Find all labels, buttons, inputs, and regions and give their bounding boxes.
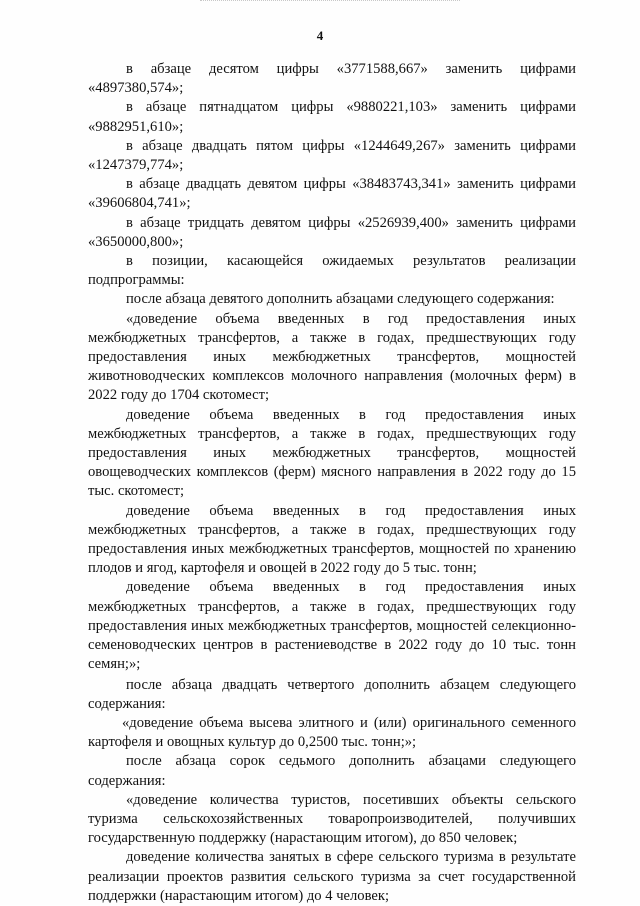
scan-edge-marks (200, 0, 460, 3)
quoted-paragraph: доведение объема введенных в год предоставления иных межбюджетных трансфертов, а также в годах, предшествующих году предоставления иных межбюджетных трансфертов, мощностей овощеводческих комплексов (ферм) мясного направления в 2022 году до 15 тыс. скотомест; (88, 406, 576, 500)
quoted-paragraph: доведение объема введенных в год предоставления иных межбюджетных трансфертов, а также в годах, предшествующих году предоставления иных межбюджетных трансфертов, мощностей по хранению плодов и ягод, картофеля и овощей в 2022 году до 5 тыс. тонн; (88, 502, 576, 577)
amendment-paragraph: в абзаце двадцать девятом цифры «38483743,341» заменить цифрами «39606804,741»; (88, 176, 576, 212)
page-number: 4 (316, 28, 324, 43)
quoted-paragraph: доведение объема введенных в год предоставления иных межбюджетных трансфертов, а также в годах, предшествующих году предоставления иных межбюджетных трансфертов, мощностей селекционно-семеноводческих центров в растениеводстве в 2022 году до 10 тыс. тонн семян;»; (88, 579, 576, 673)
instruction-paragraph: после абзаца девятого дополнить абзацами следующего содержания: (126, 291, 555, 308)
quoted-paragraph: «доведение объема введенных в год предоставления иных межбюджетных трансфертов, а также в годах, предшествующих году предоставления иных межбюджетных трансфертов, мощностей животноводческих комплексов молочного направления (молочных ферм) в 2022 году до 1704 скотомест; (88, 310, 576, 404)
quoted-paragraph: «доведение количества туристов, посетивших объекты сельского туризма сельскохозяйственных товаропроизводителей, получивших государственную поддержку (нарастающим итогом), до 850 человек; (88, 791, 576, 847)
document-body (88, 60, 576, 906)
section-heading-paragraph: в позиции, касающейся ожидаемых результатов реализации подпрограммы: (88, 253, 576, 289)
instruction-paragraph: после абзаца двадцать четвертого дополнить абзацем следующего содержания: (88, 676, 576, 712)
quoted-paragraph: «доведение объема высева элитного и (или) оригинального семенного картофеля и овощных культур до 0,2500 тыс. тонн;»; (88, 714, 576, 751)
amendment-paragraph: в абзаце десятом цифры «3771588,667» заменить цифрами «4897380,574»; (88, 61, 576, 97)
amendment-paragraph: в абзаце тридцать девятом цифры «2526939,400» заменить цифрами «3650000,800»; (88, 214, 576, 250)
amendment-paragraph: в абзаце двадцать пятом цифры «1244649,267» заменить цифрами «1247379,774»; (88, 137, 576, 174)
amendment-paragraph: в абзаце пятнадцатом цифры «9880221,103» заменить цифрами «9882951,610»; (88, 99, 576, 135)
instruction-paragraph: после абзаца сорок седьмого дополнить абзацами следующего содержания: (88, 753, 576, 789)
quoted-paragraph: доведение количества занятых в сфере сельского туризма в результате реализации проектов развития сельского туризма за счет государственной поддержки (нарастающим итогом) до 4 человек; (88, 849, 576, 904)
